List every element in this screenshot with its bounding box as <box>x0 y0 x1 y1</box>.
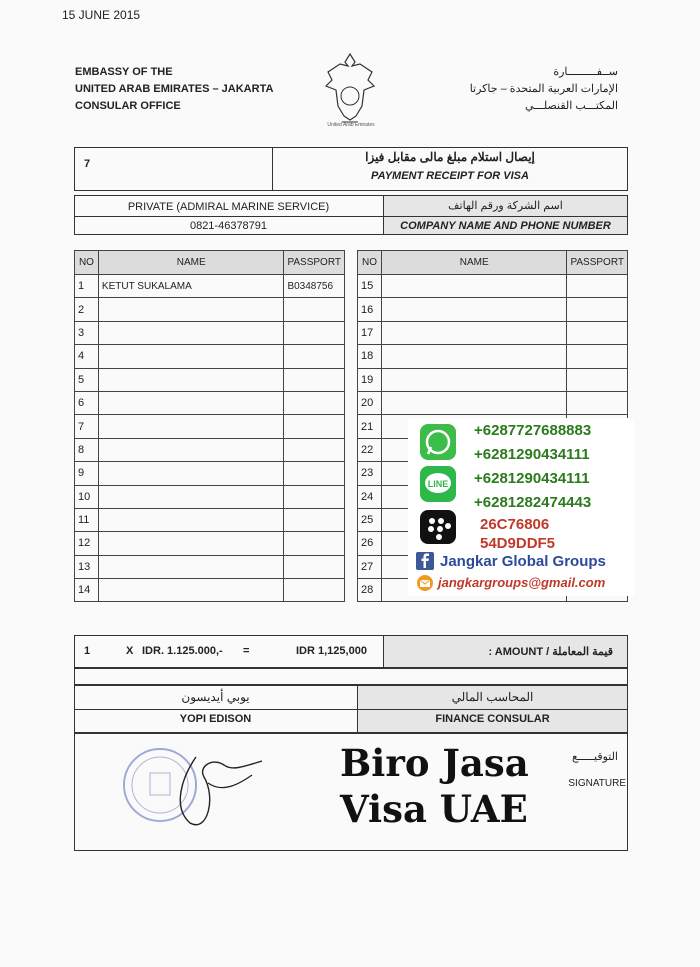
table-row <box>75 579 345 602</box>
table-row <box>358 321 628 344</box>
row-number: 20 <box>358 391 382 414</box>
embassy-name-arabic <box>470 64 618 115</box>
email-icon <box>416 574 434 592</box>
passport-number <box>567 368 628 391</box>
passenger-name <box>98 532 284 555</box>
table-row <box>358 368 628 391</box>
passenger-name <box>98 438 284 461</box>
passport-number <box>567 275 628 298</box>
bbm-pin: 26C76806 <box>480 516 550 533</box>
col-header-no: NO <box>75 251 99 275</box>
whatsapp-icon <box>420 424 456 460</box>
row-number: 7 <box>75 415 99 438</box>
passport-number <box>284 391 345 414</box>
amount-total: IDR 1,125,000 <box>296 645 367 657</box>
row-number: 11 <box>75 508 99 531</box>
document-date: 15 JUNE 2015 <box>62 8 141 22</box>
embassy-line-ar: المكتـــب القنصلـــي <box>525 100 618 112</box>
table-row <box>75 275 345 298</box>
table-row <box>75 508 345 531</box>
table-row <box>75 462 345 485</box>
passport-number <box>567 391 628 414</box>
passenger-name <box>381 345 567 368</box>
row-number: 14 <box>75 579 99 602</box>
passport-number <box>284 485 345 508</box>
amount-quantity: 1 <box>84 645 91 657</box>
company-label-english: COMPANY NAME AND PHONE NUMBER <box>400 220 611 232</box>
embassy-line: UNITED ARAB EMIRATES – JAKARTA <box>75 83 274 95</box>
table-row <box>358 345 628 368</box>
table-row <box>75 555 345 578</box>
watermark-line2: Visa UAE <box>340 787 528 831</box>
passenger-name <box>381 391 567 414</box>
passenger-name <box>381 298 567 321</box>
row-number: 2 <box>75 298 99 321</box>
table-row <box>75 345 345 368</box>
embassy-line: EMBASSY OF THE <box>75 66 173 78</box>
row-number: 25 <box>358 508 382 531</box>
amount-equals: = <box>243 645 250 657</box>
row-number: 4 <box>75 345 99 368</box>
col-header-passport: PASSPORT <box>567 251 628 275</box>
table-row <box>358 275 628 298</box>
passenger-name <box>98 415 284 438</box>
passport-number <box>284 298 345 321</box>
passenger-name <box>381 321 567 344</box>
embassy-stamp-and-signature <box>112 737 272 833</box>
embassy-line-ar: الإمارات العربية المتحدة – جاكرتا <box>469 83 618 95</box>
passport-number <box>284 555 345 578</box>
watermark-line1: Biro Jasa <box>340 741 529 785</box>
row-number: 17 <box>358 321 382 344</box>
receipt-number: 7 <box>84 158 91 170</box>
spacer-row <box>74 668 628 685</box>
passport-number <box>567 321 628 344</box>
receipt-title-arabic: إيصال استلام مبلغ مالى مقابل فيزا <box>365 150 535 164</box>
passenger-table-left <box>74 250 345 602</box>
finance-role-arabic: المحاسب المالي <box>451 690 534 704</box>
phone-number: +6281290434111 <box>474 446 590 463</box>
phone-number: +6281282474443 <box>474 494 592 511</box>
table-row <box>358 298 628 321</box>
row-number: 24 <box>358 485 382 508</box>
official-name-arabic: يوبي أيديسون <box>181 690 250 704</box>
receipt-title-english: PAYMENT RECEIPT FOR VISA <box>371 170 529 182</box>
table-row <box>75 368 345 391</box>
passport-number <box>284 321 345 344</box>
row-number: 22 <box>358 438 382 461</box>
passport-number: B0348756 <box>284 275 345 298</box>
row-number: 19 <box>358 368 382 391</box>
row-number: 16 <box>358 298 382 321</box>
passenger-name <box>98 462 284 485</box>
passenger-name <box>381 368 567 391</box>
company-label-arabic: اسم الشركة ورقم الهاتف <box>448 200 563 212</box>
row-number: 13 <box>75 555 99 578</box>
row-number: 21 <box>358 415 382 438</box>
table-row <box>75 391 345 414</box>
row-number: 18 <box>358 345 382 368</box>
embassy-line: CONSULAR OFFICE <box>75 100 181 112</box>
col-header-passport: PASSPORT <box>284 251 345 275</box>
table-row <box>75 532 345 555</box>
passport-number <box>567 345 628 368</box>
row-number: 5 <box>75 368 99 391</box>
passport-number <box>284 579 345 602</box>
row-number: 6 <box>75 391 99 414</box>
row-number: 26 <box>358 532 382 555</box>
passenger-name <box>98 508 284 531</box>
table-row <box>75 321 345 344</box>
passport-number <box>567 298 628 321</box>
passenger-name <box>381 275 567 298</box>
emblem-caption: United Arab Emirates <box>327 122 375 128</box>
row-number: 9 <box>75 462 99 485</box>
amount-times: X <box>126 645 134 657</box>
company-name: PRIVATE (ADMIRAL MARINE SERVICE) <box>127 201 330 213</box>
company-phone: 0821-46378791 <box>189 220 268 232</box>
signature-label-arabic: التوقيـــــع <box>572 751 618 763</box>
table-row <box>358 391 628 414</box>
table-row <box>75 438 345 461</box>
row-number: 12 <box>75 532 99 555</box>
passport-number <box>284 415 345 438</box>
contact-promo-overlay <box>408 418 634 596</box>
col-header-name: NAME <box>381 251 567 275</box>
table-row <box>75 485 345 508</box>
official-name-english: YOPI EDISON <box>179 713 252 725</box>
uae-falcon-emblem <box>322 50 378 130</box>
passenger-name <box>98 555 284 578</box>
embassy-line-ar: ســفـــــــــارة <box>553 66 618 78</box>
bbm-pin: 54D9DDF5 <box>480 535 556 552</box>
passport-number <box>284 438 345 461</box>
amount-unit-price: IDR. 1.125.000,- <box>142 645 223 657</box>
phone-number: +6287727688883 <box>474 422 592 439</box>
amount-label: : AMOUNT / قيمة المعاملة <box>488 646 613 658</box>
row-number: 3 <box>75 321 99 344</box>
table-row <box>75 298 345 321</box>
row-number: 23 <box>358 462 382 485</box>
line-icon <box>420 466 456 502</box>
phone-number: +6281290434111 <box>474 470 590 487</box>
row-number: 28 <box>358 579 382 602</box>
passport-number <box>284 345 345 368</box>
col-header-name: NAME <box>98 251 284 275</box>
table-row <box>75 415 345 438</box>
passenger-name <box>98 579 284 602</box>
passenger-name <box>98 368 284 391</box>
row-number: 1 <box>75 275 99 298</box>
row-number: 27 <box>358 555 382 578</box>
passport-number <box>284 532 345 555</box>
passenger-name <box>98 298 284 321</box>
embassy-name-english <box>75 64 273 115</box>
passenger-name <box>98 345 284 368</box>
passenger-name <box>98 391 284 414</box>
signature-label-english: SIGNATURE <box>568 778 626 789</box>
blackberry-messenger-icon <box>420 510 456 544</box>
biro-jasa-watermark <box>340 740 529 832</box>
passenger-name <box>98 485 284 508</box>
facebook-page-name: Jangkar Global Groups <box>440 553 606 570</box>
finance-role-english: FINANCE CONSULAR <box>435 713 550 725</box>
passenger-name <box>98 321 284 344</box>
passenger-name: KETUT SUKALAMA <box>98 275 284 298</box>
passport-number <box>284 508 345 531</box>
row-number: 10 <box>75 485 99 508</box>
col-header-no: NO <box>358 251 382 275</box>
line-icon-label: LINE <box>427 479 449 489</box>
facebook-icon <box>416 552 434 570</box>
passport-number <box>284 368 345 391</box>
passport-number <box>284 462 345 485</box>
row-number: 8 <box>75 438 99 461</box>
row-number: 15 <box>358 275 382 298</box>
contact-email: jangkargroups@gmail.com <box>438 575 606 590</box>
